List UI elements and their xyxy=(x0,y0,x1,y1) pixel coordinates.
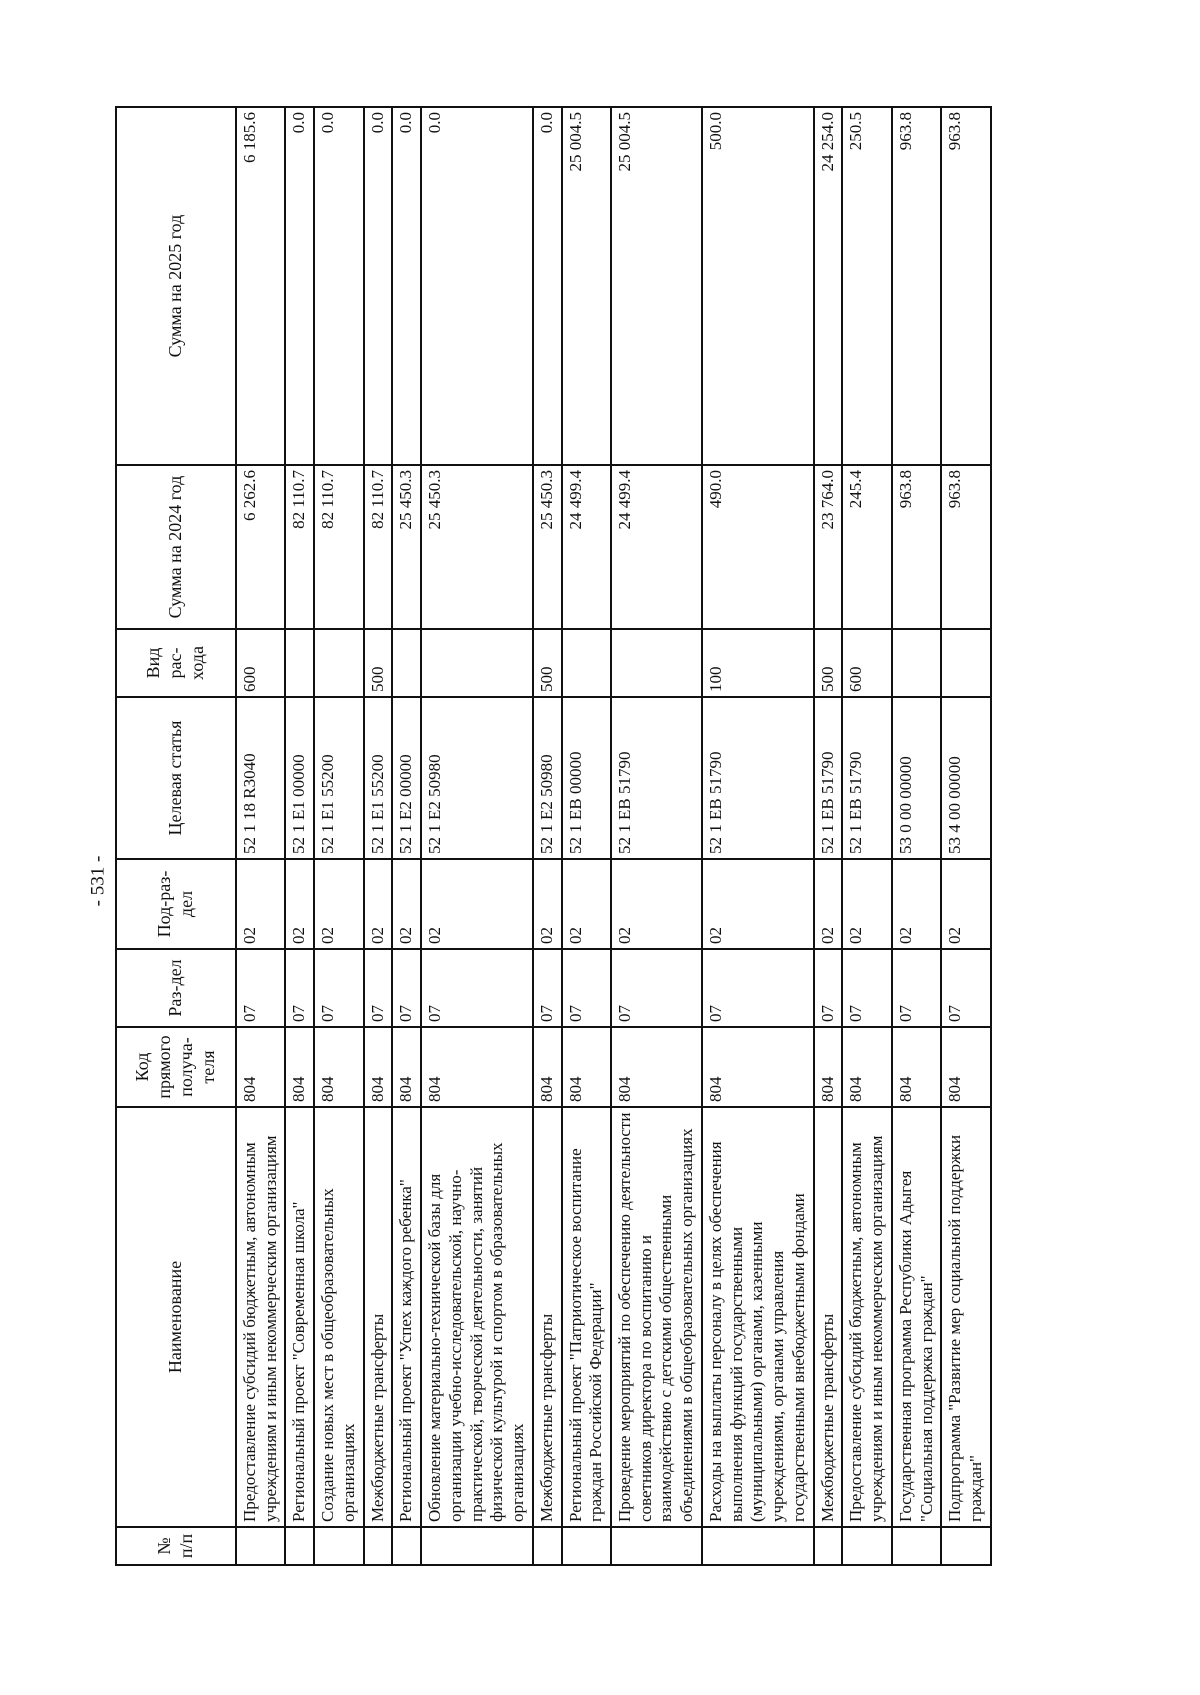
cell-celevaya: 52 1 EB 51790 xyxy=(814,697,843,859)
cell-no xyxy=(314,1527,363,1565)
header-celevaya: Целевая статья xyxy=(116,697,236,859)
header-no: № п/п xyxy=(116,1527,236,1565)
cell-kod: 804 xyxy=(364,1027,393,1107)
cell-sum2025: 963.8 xyxy=(941,107,990,465)
cell-podrazdel: 02 xyxy=(892,859,941,949)
cell-kod: 804 xyxy=(702,1027,814,1107)
cell-sum2025: 500.0 xyxy=(702,107,814,465)
cell-name: Региональный проект "Патриотическое воспитание граждан Российской Федерации" xyxy=(562,1107,611,1527)
cell-sum2024: 25 450.3 xyxy=(533,465,562,629)
cell-vid: 500 xyxy=(533,629,562,697)
cell-vid xyxy=(392,629,421,697)
cell-kod: 804 xyxy=(562,1027,611,1107)
cell-celevaya: 52 1 EB 51790 xyxy=(842,697,891,859)
cell-kod: 804 xyxy=(533,1027,562,1107)
cell-sum2025: 0.0 xyxy=(364,107,393,465)
table-row xyxy=(842,107,891,1565)
cell-no xyxy=(364,1527,393,1565)
cell-sum2024: 82 110.7 xyxy=(364,465,393,629)
cell-podrazdel: 02 xyxy=(421,859,533,949)
page-number xyxy=(78,846,118,916)
table-row xyxy=(314,107,363,1565)
cell-vid xyxy=(421,629,533,697)
cell-vid xyxy=(941,629,990,697)
cell-sum2024: 25 450.3 xyxy=(392,465,421,629)
cell-no xyxy=(814,1527,843,1565)
cell-sum2024: 82 110.7 xyxy=(285,465,314,629)
table-body xyxy=(236,107,991,1565)
budget-table-rotated xyxy=(115,108,1083,1566)
cell-razdel: 07 xyxy=(814,949,843,1027)
cell-razdel: 07 xyxy=(533,949,562,1027)
cell-celevaya: 52 1 EB 00000 xyxy=(562,697,611,859)
cell-sum2024: 24 499.4 xyxy=(562,465,611,629)
cell-no xyxy=(421,1527,533,1565)
header-sum2024: Сумма на 2024 год xyxy=(116,465,236,629)
cell-razdel: 07 xyxy=(611,949,702,1027)
cell-kod: 804 xyxy=(421,1027,533,1107)
cell-podrazdel: 02 xyxy=(533,859,562,949)
header-row xyxy=(116,107,236,1565)
cell-name: Региональный проект "Успех каждого ребенка" xyxy=(392,1107,421,1527)
cell-no xyxy=(611,1527,702,1565)
cell-kod: 804 xyxy=(611,1027,702,1107)
header-vid: Вид рас-хода xyxy=(116,629,236,697)
cell-podrazdel: 02 xyxy=(611,859,702,949)
cell-vid xyxy=(285,629,314,697)
cell-name: Межбюджетные трансферты xyxy=(533,1107,562,1527)
cell-no xyxy=(392,1527,421,1565)
cell-no xyxy=(842,1527,891,1565)
cell-razdel: 07 xyxy=(236,949,285,1027)
cell-podrazdel: 02 xyxy=(941,859,990,949)
page-number-text: - 531 - xyxy=(87,855,108,907)
cell-sum2024: 25 450.3 xyxy=(421,465,533,629)
cell-vid: 600 xyxy=(842,629,891,697)
cell-vid: 500 xyxy=(814,629,843,697)
cell-no xyxy=(562,1527,611,1565)
cell-vid xyxy=(562,629,611,697)
cell-kod: 804 xyxy=(285,1027,314,1107)
table-row xyxy=(814,107,843,1565)
cell-sum2024: 490.0 xyxy=(702,465,814,629)
cell-podrazdel: 02 xyxy=(392,859,421,949)
cell-sum2025: 0.0 xyxy=(392,107,421,465)
cell-razdel: 07 xyxy=(842,949,891,1027)
cell-kod: 804 xyxy=(892,1027,941,1107)
cell-razdel: 07 xyxy=(364,949,393,1027)
cell-name: Расходы на выплаты персоналу в целях обеспечения выполнения функций государственными (муниципальными) органами, казенными учреждениями, органами управления государственными внебюджетными фондами xyxy=(702,1107,814,1527)
cell-podrazdel: 02 xyxy=(562,859,611,949)
table-row xyxy=(533,107,562,1565)
budget-table xyxy=(115,106,992,1566)
cell-no xyxy=(236,1527,285,1565)
cell-name: Государственная программа Республики Адыгея "Социальная поддержка граждан" xyxy=(892,1107,941,1527)
cell-sum2025: 24 254.0 xyxy=(814,107,843,465)
cell-vid xyxy=(892,629,941,697)
cell-vid: 100 xyxy=(702,629,814,697)
cell-celevaya: 52 1 E2 50980 xyxy=(421,697,533,859)
table-row xyxy=(611,107,702,1565)
cell-celevaya: 52 1 EB 51790 xyxy=(702,697,814,859)
cell-podrazdel: 02 xyxy=(364,859,393,949)
table-row xyxy=(392,107,421,1565)
header-razdel: Раз-дел xyxy=(116,949,236,1027)
cell-razdel: 07 xyxy=(421,949,533,1027)
cell-name: Проведение мероприятий по обеспечению деятельности советников директора по воспитанию и взаимодействию с детскими общественными объединениями в общеобразовательных организациях xyxy=(611,1107,702,1527)
cell-name: Предоставление субсидий бюджетным, автономным учреждениям и иным некоммерческим организациям xyxy=(236,1107,285,1527)
cell-kod: 804 xyxy=(236,1027,285,1107)
cell-kod: 804 xyxy=(842,1027,891,1107)
cell-no xyxy=(285,1527,314,1565)
cell-name: Межбюджетные трансферты xyxy=(814,1107,843,1527)
cell-name: Обновление материально-технической базы для организации учебно-исследовательской, научно-практической, творческой деятельности, занятий физической культурой и спортом в образовательных организациях xyxy=(421,1107,533,1527)
table-header xyxy=(116,107,236,1565)
cell-podrazdel: 02 xyxy=(814,859,843,949)
cell-no xyxy=(702,1527,814,1565)
cell-sum2024: 82 110.7 xyxy=(314,465,363,629)
cell-kod: 804 xyxy=(314,1027,363,1107)
cell-celevaya: 52 1 E2 50980 xyxy=(533,697,562,859)
cell-razdel: 07 xyxy=(892,949,941,1027)
cell-vid xyxy=(611,629,702,697)
cell-sum2024: 24 499.4 xyxy=(611,465,702,629)
cell-name: Создание новых мест в общеобразовательных организациях xyxy=(314,1107,363,1527)
cell-sum2025: 25 004.5 xyxy=(611,107,702,465)
cell-vid xyxy=(314,629,363,697)
header-podrazdel: Под-раз-дел xyxy=(116,859,236,949)
table-row xyxy=(562,107,611,1565)
table-row xyxy=(702,107,814,1565)
table-row xyxy=(941,107,990,1565)
cell-celevaya: 52 1 18 R3040 xyxy=(236,697,285,859)
budget-table-frame xyxy=(115,108,1083,1566)
cell-podrazdel: 02 xyxy=(236,859,285,949)
cell-celevaya: 53 4 00 00000 xyxy=(941,697,990,859)
table-row xyxy=(364,107,393,1565)
cell-razdel: 07 xyxy=(392,949,421,1027)
cell-sum2024: 6 262.6 xyxy=(236,465,285,629)
cell-celevaya: 53 0 00 00000 xyxy=(892,697,941,859)
cell-podrazdel: 02 xyxy=(842,859,891,949)
header-name: Наименование xyxy=(116,1107,236,1527)
cell-sum2024: 245.4 xyxy=(842,465,891,629)
cell-vid: 500 xyxy=(364,629,393,697)
cell-razdel: 07 xyxy=(562,949,611,1027)
cell-kod: 804 xyxy=(814,1027,843,1107)
cell-sum2024: 23 764.0 xyxy=(814,465,843,629)
cell-podrazdel: 02 xyxy=(702,859,814,949)
cell-kod: 804 xyxy=(392,1027,421,1107)
cell-sum2025: 0.0 xyxy=(285,107,314,465)
cell-name: Подпрограмма "Развитие мер социальной поддержки граждан" xyxy=(941,1107,990,1527)
cell-sum2025: 963.8 xyxy=(892,107,941,465)
cell-razdel: 07 xyxy=(285,949,314,1027)
cell-vid: 600 xyxy=(236,629,285,697)
cell-no xyxy=(941,1527,990,1565)
table-row xyxy=(236,107,285,1565)
cell-no xyxy=(892,1527,941,1565)
cell-razdel: 07 xyxy=(314,949,363,1027)
cell-sum2025: 0.0 xyxy=(314,107,363,465)
cell-podrazdel: 02 xyxy=(285,859,314,949)
cell-razdel: 07 xyxy=(941,949,990,1027)
cell-sum2025: 250.5 xyxy=(842,107,891,465)
cell-celevaya: 52 1 E2 00000 xyxy=(392,697,421,859)
cell-razdel: 07 xyxy=(702,949,814,1027)
cell-sum2024: 963.8 xyxy=(892,465,941,629)
cell-name: Региональный проект "Современная школа" xyxy=(285,1107,314,1527)
cell-sum2024: 963.8 xyxy=(941,465,990,629)
header-kod: Код прямого получа-теля xyxy=(116,1027,236,1107)
cell-sum2025: 0.0 xyxy=(421,107,533,465)
cell-celevaya: 52 1 E1 00000 xyxy=(285,697,314,859)
table-row xyxy=(421,107,533,1565)
cell-celevaya: 52 1 E1 55200 xyxy=(364,697,393,859)
cell-celevaya: 52 1 E1 55200 xyxy=(314,697,363,859)
cell-no xyxy=(533,1527,562,1565)
cell-celevaya: 52 1 EB 51790 xyxy=(611,697,702,859)
cell-kod: 804 xyxy=(941,1027,990,1107)
cell-sum2025: 6 185.6 xyxy=(236,107,285,465)
cell-sum2025: 25 004.5 xyxy=(562,107,611,465)
cell-sum2025: 0.0 xyxy=(533,107,562,465)
cell-name: Межбюджетные трансферты xyxy=(364,1107,393,1527)
table-row xyxy=(285,107,314,1565)
cell-podrazdel: 02 xyxy=(314,859,363,949)
cell-name: Предоставление субсидий бюджетным, автономным учреждениям и иным некоммерческим организациям xyxy=(842,1107,891,1527)
header-sum2025: Сумма на 2025 год xyxy=(116,107,236,465)
table-row xyxy=(892,107,941,1565)
